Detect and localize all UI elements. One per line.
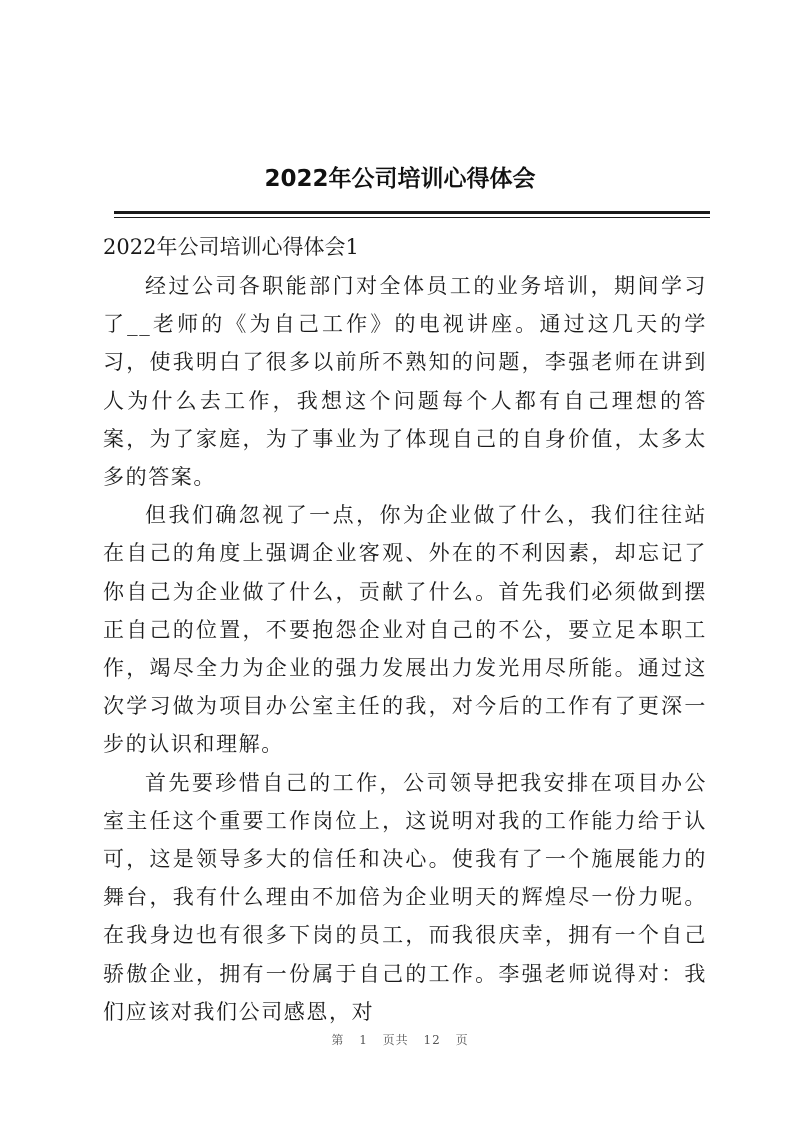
paragraph-2: 但我们确忽视了一点，你为企业做了什么，我们往往站在自己的角度上强调企业客观、外在的不利因素，却忘记了你自己为企业做了什么，贡献了什么。首先我们必须做到摆正自己的位置，不要抱怨企业对自己的不公，要立足本职工作，竭尽全力为企业的强力发展出力发光用尽所能。通过这次学习做为项目办公室主任的我，对今后的工作有了更深一步的认识和理解。 (103, 503, 707, 757)
title-rule-thin (114, 217, 710, 218)
paragraph-1: 经过公司各职能部门对全体员工的业务培训，期间学习了__老师的《为自己工作》的电视讲座。通过这几天的学习，使我明白了很多以前所不熟知的问题，李强老师在讲到人为什么去工作，我想这个问题每个人都有自己理想的答案，为了家庭，为了事业为了体现自己的自身价值，太多太多的答案。 (103, 274, 707, 490)
document-body (103, 267, 707, 1031)
footer-label-page: 第 (331, 1033, 345, 1047)
paragraph-3: 首先要珍惜自己的工作，公司领导把我安排在项目办公室主任这个重要工作岗位上，这说明对我的工作能力给于认可，这是领导多大的信任和决心。使我有了一个施展能力的舞台，我有什么理由不加倍为企业明天的辉煌尽一份力呢。在我身边也有很多下岗的员工，而我很庆幸，拥有一个自己骄傲企业，拥有一份属于自己的工作。李强老师说得对：我们应该对我们公司感恩，对 (103, 770, 707, 1024)
section-heading: 2022年公司培训心得体会1 (103, 235, 359, 259)
footer-label-total: 页共 (382, 1033, 409, 1047)
document-title: 2022年公司培训心得体会 (264, 166, 536, 192)
footer-label-end: 页 (455, 1033, 469, 1047)
title-rule-thick (114, 211, 710, 214)
footer-total-pages: 12 (423, 1033, 441, 1047)
footer-current-page: 1 (359, 1033, 368, 1047)
page-footer (0, 1032, 800, 1048)
